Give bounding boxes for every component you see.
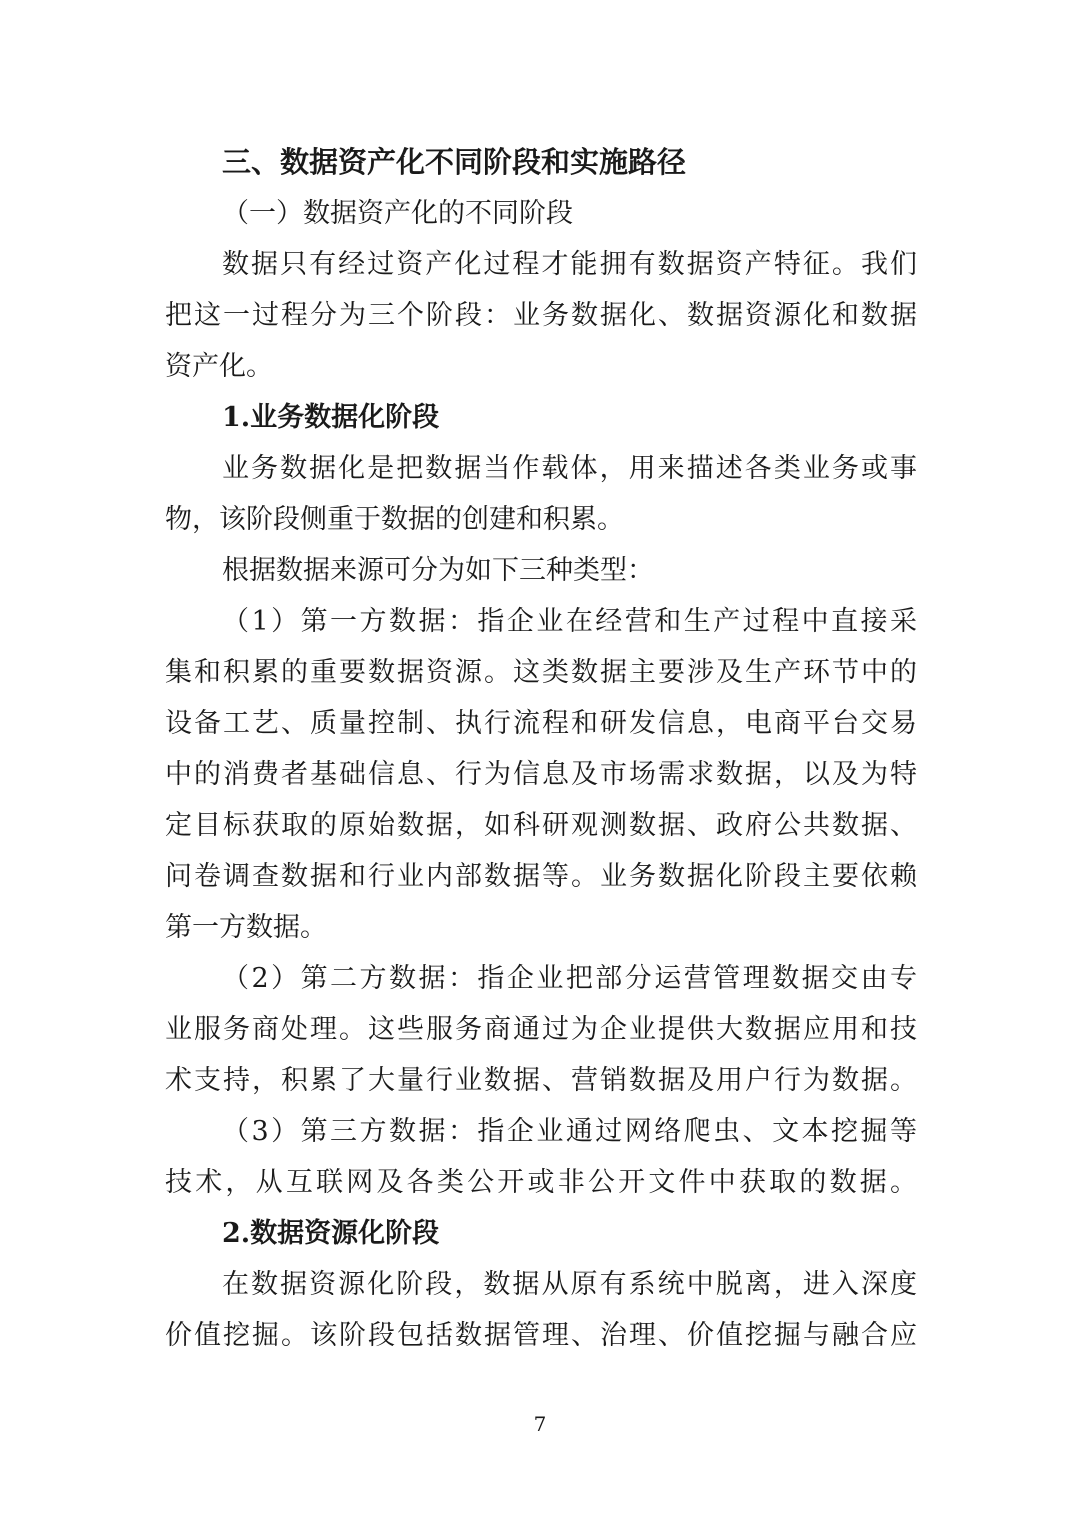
section-title: 三、数据资产化不同阶段和实施路径 [222,145,687,179]
intro-line: 把这一过程分为三个阶段：业务数据化、数据资源化和数据 [165,300,917,331]
page-number: 7 [533,1412,547,1436]
stage1-para-line: 根据数据来源可分为如下三种类型： [222,555,654,586]
stage2-para-line: 在数据资源化阶段，数据从原有系统中脱离，进入深度 [222,1269,917,1300]
item2-line: 业服务商处理。这些服务商通过为企业提供大数据应用和技 [165,1014,917,1045]
item1-line: 集和积累的重要数据资源。这类数据主要涉及生产环节中的 [165,657,917,688]
stage1-heading: 1.业务数据化阶段 [222,402,440,433]
item3-line: 技术，从互联网及各类公开或非公开文件中获取的数据。 [165,1167,917,1198]
intro-line: 资产化。 [165,351,273,382]
item1-line: 问卷调查数据和行业内部数据等。业务数据化阶段主要依赖 [165,861,917,892]
intro-line: 数据只有经过资产化过程才能拥有数据资产特征。我们 [222,249,917,280]
item1-line: 定目标获取的原始数据，如科研观测数据、政府公共数据、 [165,810,917,841]
item1-line: 第一方数据。 [165,912,327,943]
item1-line: （1）第一方数据：指企业在经营和生产过程中直接采 [222,606,917,637]
stage1-para-line: 业务数据化是把数据当作载体，用来描述各类业务或事 [222,453,917,484]
item1-line: 设备工艺、质量控制、执行流程和研发信息，电商平台交易 [165,708,917,739]
item2-line: （2）第二方数据：指企业把部分运营管理数据交由专 [222,963,917,994]
item2-line: 术支持，积累了大量行业数据、营销数据及用户行为数据。 [165,1065,917,1096]
item1-line: 中的消费者基础信息、行为信息及市场需求数据，以及为特 [165,759,917,790]
subsection-title: （一）数据资产化的不同阶段 [222,198,573,229]
item3-line: （3）第三方数据：指企业通过网络爬虫、文本挖掘等 [222,1116,917,1147]
stage2-para-line: 价值挖掘。该阶段包括数据管理、治理、价值挖掘与融合应 [165,1320,917,1351]
stage1-para-line: 物，该阶段侧重于数据的创建和积累。 [165,504,624,535]
stage2-heading: 2.数据资源化阶段 [222,1218,440,1249]
